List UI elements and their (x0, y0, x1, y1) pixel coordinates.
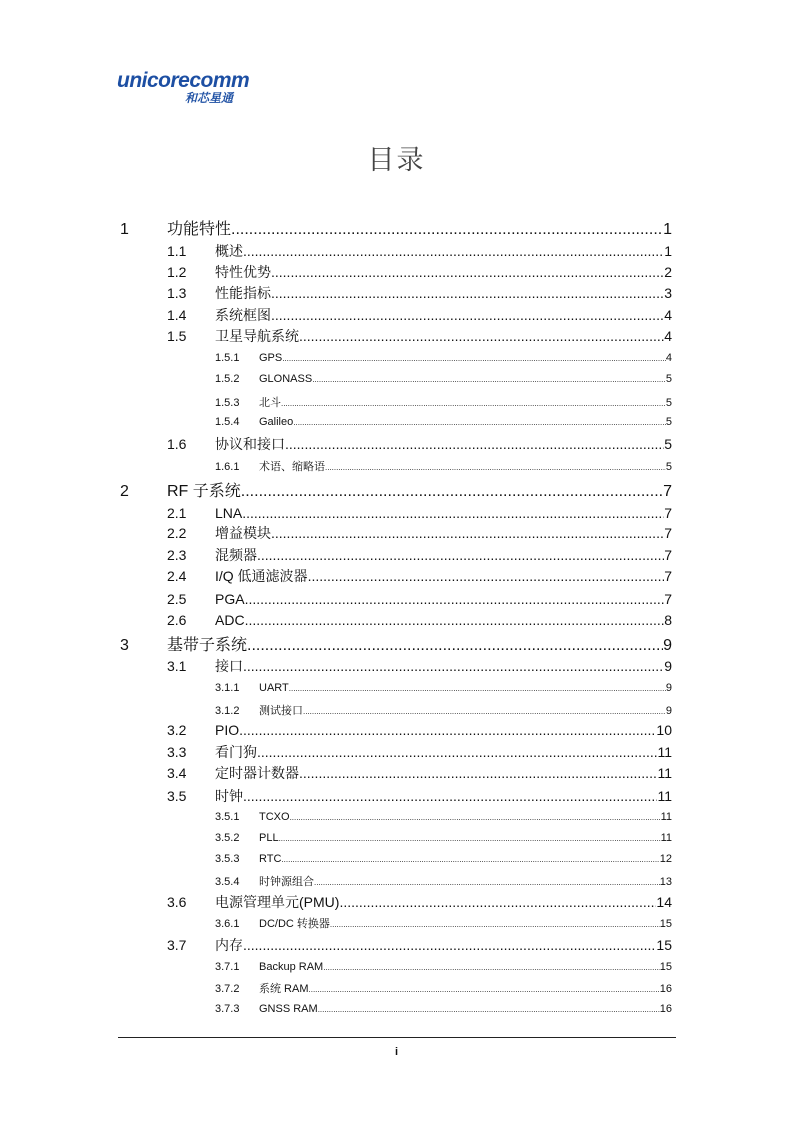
toc-entry-title: TCXO (259, 811, 290, 823)
toc-entry-page: 11 (657, 788, 672, 804)
toc-dot-leader (282, 354, 666, 363)
logo-text-cn: 和芯星通 (185, 91, 234, 105)
toc-entry-title: 系统框图 (215, 307, 271, 323)
toc-entry-title: Galileo (259, 416, 294, 428)
toc-entry-level3[interactable] (215, 416, 672, 432)
toc-entry-title: 概述 (215, 243, 243, 259)
toc-entry-title: PIO (215, 722, 240, 738)
toc-entry-title: GNSS RAM (259, 1003, 318, 1015)
toc-dot-leader (243, 243, 664, 259)
toc-entry-level3[interactable] (215, 980, 672, 996)
toc-entry-title: 术语、缩略语 (259, 461, 325, 473)
toc-dot-leader (243, 658, 664, 674)
toc-entry-number: 1.6 (167, 436, 187, 452)
toc-entry-number: 2 (120, 483, 129, 500)
toc-entry-number: 3 (120, 637, 129, 654)
toc-dot-leader (290, 813, 661, 822)
toc-entry-level2[interactable] (167, 722, 672, 742)
toc-entry-title: LNA (215, 505, 243, 521)
toc-dot-leader (325, 463, 666, 472)
toc-entry-number: 3.4 (167, 765, 187, 781)
toc-entry-number: 1.6.1 (215, 461, 240, 473)
toc-dot-leader (330, 920, 660, 929)
toc-entry-page: 10 (656, 722, 672, 738)
toc-entry-page: 9 (665, 682, 672, 694)
toc-dot-leader (245, 612, 665, 628)
toc-entry-page: 15 (659, 961, 672, 973)
toc-entry-level2[interactable] (167, 566, 672, 586)
toc-entry-page: 9 (664, 658, 672, 674)
toc-entry-level3[interactable] (215, 394, 672, 410)
footer-divider (118, 1037, 676, 1038)
toc-entry-level2[interactable] (167, 505, 672, 525)
toc-entry-title: GLONASS (259, 373, 313, 385)
toc-entry-title: I/Q 低通滤波器 (215, 568, 308, 584)
toc-entry-number: 1.5 (167, 328, 187, 344)
toc-entry-title: RTC (259, 853, 282, 865)
toc-dot-leader (285, 436, 664, 452)
toc-dot-leader (323, 963, 660, 972)
toc-entry-page: 7 (664, 525, 672, 541)
toc-entry-title: 特性优势 (215, 264, 271, 280)
toc-entry-number: 1.4 (167, 307, 187, 323)
toc-entry-level1[interactable] (120, 478, 672, 500)
toc-dot-leader (242, 505, 664, 521)
toc-entry-title: 北斗 (259, 397, 281, 409)
toc-entry-title: 协议和接口 (215, 436, 285, 452)
toc-entry-page: 11 (660, 811, 672, 823)
toc-entry-number: 3.2 (167, 722, 187, 738)
toc-entry-number: 1.5.3 (215, 397, 240, 409)
toc-dot-leader (243, 937, 656, 953)
toc-entry-number: 3.5.4 (215, 876, 240, 888)
toc-entry-page: 2 (664, 264, 672, 280)
toc-entry-page: 15 (656, 937, 672, 953)
toc-dot-leader (299, 765, 657, 781)
toc-dot-leader (241, 483, 663, 500)
toc-dot-leader (271, 525, 664, 541)
toc-entry-title: 测试接口 (259, 705, 303, 717)
toc-entry-level2[interactable] (167, 523, 672, 543)
toc-entry-title: 时钟源组合 (259, 876, 314, 888)
toc-entry-number: 1.3 (167, 285, 187, 301)
toc-entry-level2[interactable] (167, 241, 672, 261)
toc-entry-page: 3 (664, 285, 672, 301)
toc-entry-title: 卫星导航系统 (215, 328, 299, 344)
toc-entry-level3[interactable] (215, 832, 672, 848)
toc-entry-title: 增益模块 (215, 525, 271, 541)
toc-entry-level2[interactable] (167, 742, 672, 762)
toc-entry-page: 15 (659, 918, 672, 930)
toc-entry-title: Backup RAM (259, 961, 324, 973)
toc-dot-leader (271, 264, 664, 280)
toc-entry-title: 混频器 (215, 547, 257, 563)
toc-entry-level2[interactable] (167, 786, 672, 806)
toc-entry-page: 11 (657, 765, 672, 781)
toc-entry-number: 3.7.3 (215, 1003, 240, 1015)
toc-entry-level3[interactable] (215, 873, 672, 889)
toc-entry-number: 1.1 (167, 243, 187, 259)
toc-entry-level2[interactable] (167, 935, 672, 955)
toc-entry-level2[interactable] (167, 612, 672, 632)
toc-entry-title: PLL (259, 832, 279, 844)
toc-entry-title: ADC (215, 612, 245, 628)
toc-entry-level2[interactable] (167, 262, 672, 282)
toc-entry-number: 1.2 (167, 264, 187, 280)
toc-entry-title: 性能指标 (215, 285, 271, 301)
toc-entry-number: 3.5 (167, 788, 187, 804)
toc-entry-level2[interactable] (167, 283, 672, 303)
toc-entry-level2[interactable] (167, 763, 672, 783)
toc-entry-title: GPS (259, 352, 283, 364)
toc-dot-leader (279, 834, 661, 843)
toc-entry-level3[interactable] (215, 915, 672, 931)
toc-entry-level3[interactable] (215, 811, 672, 827)
toc-entry-page: 5 (665, 373, 672, 385)
toc-entry-number: 2.1 (167, 505, 187, 521)
toc-dot-leader (318, 1005, 660, 1014)
toc-entry-level3[interactable] (215, 373, 672, 389)
logo-text: unicorecomm (117, 69, 250, 92)
toc-dot-leader (257, 744, 657, 760)
toc-entry-number: 1 (120, 221, 129, 238)
toc-entry-number: 3.6 (167, 894, 187, 910)
toc-entry-level2[interactable] (167, 892, 672, 912)
toc-entry-title: UART (259, 682, 289, 694)
toc-entry-number: 3.5.3 (215, 853, 240, 865)
toc-entry-page: 14 (656, 894, 672, 910)
toc-entry-page: 4 (665, 352, 672, 364)
toc-entry-page: 8 (664, 612, 672, 628)
toc-entry-page: 11 (657, 744, 672, 760)
page-title: 目录 (367, 145, 426, 176)
toc-entry-level2[interactable] (167, 434, 672, 454)
toc-entry-level2[interactable] (167, 305, 672, 325)
toc-entry-page: 9 (663, 637, 672, 654)
toc-entry-number: 1.5.1 (215, 352, 240, 364)
toc-entry-number: 3.6.1 (215, 918, 240, 930)
toc-entry-page: 7 (663, 483, 672, 500)
toc-entry-level1[interactable] (120, 632, 672, 654)
toc-dot-leader (289, 684, 666, 693)
toc-dot-leader (339, 894, 656, 910)
toc-entry-title: PGA (215, 591, 245, 607)
toc-entry-level3[interactable] (215, 961, 672, 977)
toc-entry-page: 5 (665, 397, 672, 409)
page-number: i (394, 1046, 399, 1058)
toc-entry-title: 基带子系统 (167, 637, 248, 654)
toc-entry-level2[interactable] (167, 545, 672, 565)
toc-entry-page: 11 (660, 832, 672, 844)
toc-entry-page: 7 (664, 547, 672, 563)
toc-entry-page: 1 (664, 243, 672, 259)
toc-dot-leader (308, 568, 665, 584)
toc-dot-leader (231, 221, 663, 238)
toc-entry-level2[interactable] (167, 656, 672, 676)
toc-entry-title: 接口 (215, 658, 243, 674)
toc-entry-page: 16 (659, 1003, 672, 1015)
toc-entry-title: 看门狗 (215, 744, 257, 760)
toc-entry-number: 3.5.1 (215, 811, 240, 823)
toc-entry-page: 5 (665, 461, 672, 473)
toc-entry-title: DC/DC 转换器 (259, 918, 330, 930)
toc-entry-number: 2.2 (167, 525, 187, 541)
toc-entry-page: 13 (659, 876, 672, 888)
toc-dot-leader (271, 285, 664, 301)
toc-entry-number: 2.6 (167, 612, 187, 628)
toc-entry-page: 7 (664, 505, 672, 521)
toc-entry-number: 3.3 (167, 744, 187, 760)
toc-dot-leader (309, 985, 660, 994)
toc-dot-leader (312, 375, 666, 384)
toc-dot-leader (257, 547, 664, 563)
toc-dot-leader (239, 722, 656, 738)
toc-entry-page: 4 (664, 328, 672, 344)
toc-entry-number: 2.4 (167, 568, 187, 584)
toc-entry-page: 5 (664, 436, 672, 452)
toc-entry-number: 3.7 (167, 937, 187, 953)
toc-entry-title: 内存 (215, 937, 243, 953)
toc-entry-page: 16 (659, 983, 672, 995)
toc-entry-number: 2.5 (167, 591, 187, 607)
toc-entry-level3[interactable] (215, 1003, 672, 1019)
toc-entry-page: 12 (659, 853, 672, 865)
toc-dot-leader (247, 637, 663, 654)
toc-dot-leader (303, 707, 666, 716)
toc-entry-number: 1.5.4 (215, 416, 240, 428)
toc-entry-level1[interactable] (120, 216, 672, 238)
toc-dot-leader (281, 855, 659, 864)
toc-dot-leader (245, 591, 665, 607)
toc-entry-level3[interactable] (215, 853, 672, 869)
toc-entry-number: 3.7.2 (215, 983, 240, 995)
toc-dot-leader (299, 328, 664, 344)
toc-dot-leader (243, 788, 657, 804)
toc-entry-page: 1 (663, 221, 672, 238)
toc-entry-title: 定时器计数器 (215, 765, 299, 781)
toc-entry-title: 时钟 (215, 788, 243, 804)
toc-dot-leader (293, 418, 666, 427)
toc-entry-title: 电源管理单元(PMU) (215, 894, 340, 910)
toc-entry-number: 3.7.1 (215, 961, 240, 973)
toc-entry-level2[interactable] (167, 591, 672, 611)
toc-entry-level3[interactable] (215, 682, 672, 698)
toc-entry-level2[interactable] (167, 326, 672, 346)
toc-entry-page: 7 (664, 568, 672, 584)
toc-dot-leader (281, 399, 666, 408)
toc-entry-number: 3.1 (167, 658, 187, 674)
toc-entry-number: 3.1.1 (215, 682, 240, 694)
toc-entry-title: RF 子系统 (167, 483, 241, 500)
toc-entry-level3[interactable] (215, 352, 672, 368)
toc-entry-number: 1.5.2 (215, 373, 240, 385)
toc-entry-number: 3.1.2 (215, 705, 240, 717)
toc-entry-page: 9 (665, 705, 672, 717)
toc-entry-title: 系统 RAM (259, 983, 309, 995)
toc-entry-level3[interactable] (215, 702, 672, 718)
toc-entry-title: 功能特性 (167, 221, 232, 238)
toc-entry-page: 4 (664, 307, 672, 323)
toc-dot-leader (271, 307, 664, 323)
toc-entry-level3[interactable] (215, 458, 672, 474)
toc-entry-number: 3.5.2 (215, 832, 240, 844)
toc-dot-leader (314, 878, 660, 887)
toc-entry-number: 2.3 (167, 547, 187, 563)
toc-entry-page: 7 (664, 591, 672, 607)
toc-entry-page: 5 (665, 416, 672, 428)
